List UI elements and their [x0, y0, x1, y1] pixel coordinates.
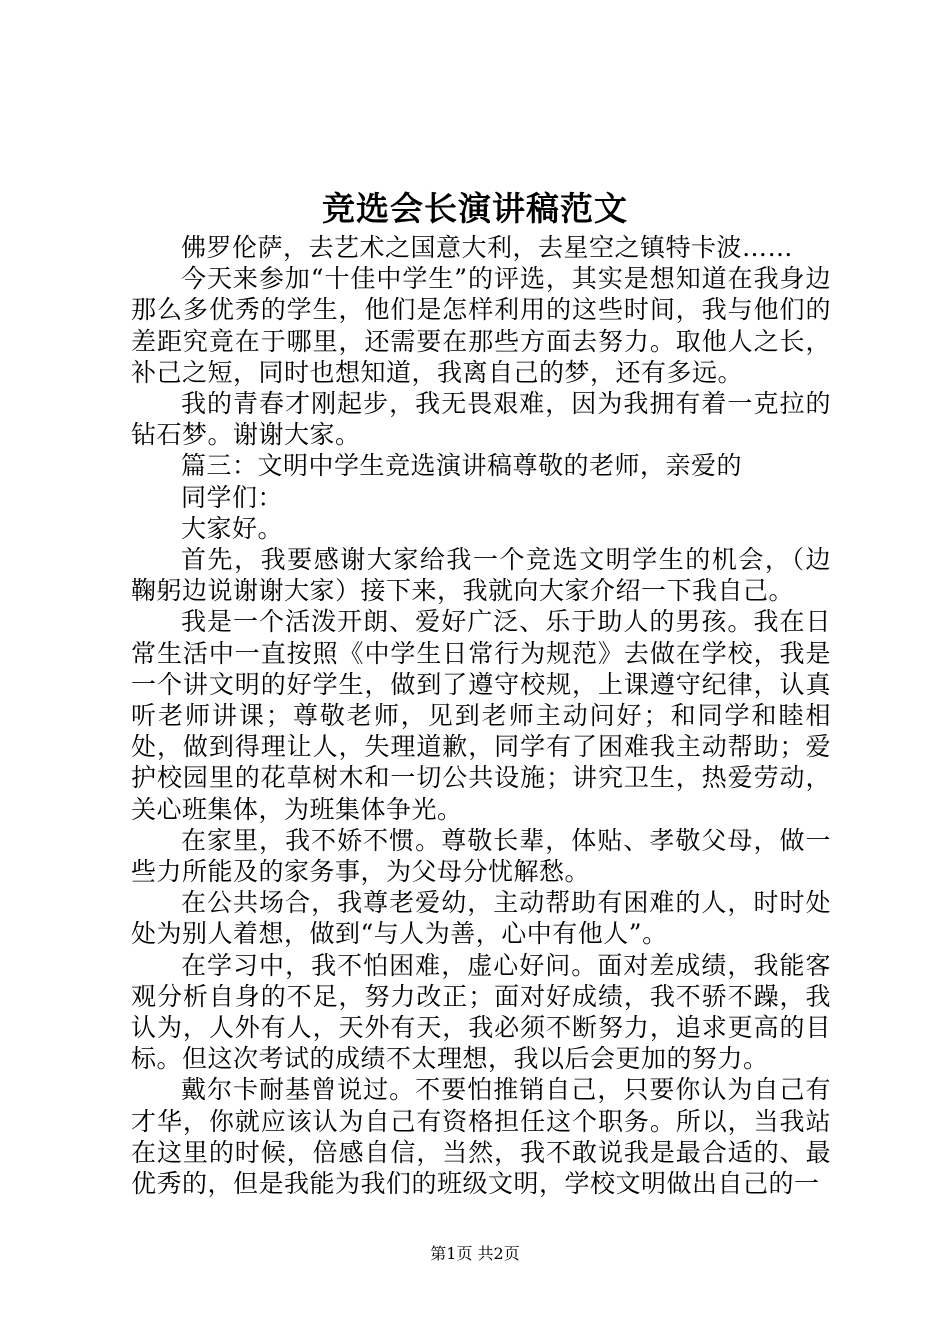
document-body — [131, 232, 831, 1199]
page-number-footer: 第1页 共2页 — [430, 1244, 520, 1263]
paragraph: 篇三：文明中学生竞选演讲稿尊敬的老师，亲爱的 — [181, 451, 743, 481]
paragraph: 在学习中，我不怕困难，虚心好问。面对差成绩，我能客观分析自身的不足，努力改正；面对好成绩，我不骄不躁，我认为，人外有人，天外有天，我必须不断努力，追求更高的目标。但这次考试的成绩不太理想，我以后会更加的努力。 — [131, 950, 831, 1074]
paragraph: 在公共场合，我尊老爱幼，主动帮助有困难的人，时时处处为别人着想，做到“与人为善，心中有他人”。 — [131, 888, 831, 949]
paragraph: 同学们： — [181, 482, 284, 512]
paragraph: 佛罗伦萨，去艺术之国意大利，去星空之镇特卡波…… — [181, 233, 794, 262]
paragraph: 我的青春才刚起步，我无畏艰难，因为我拥有着一克拉的钻石梦。谢谢大家。 — [131, 389, 831, 450]
paragraph: 戴尔卡耐基曾说过。不要怕推销自己，只要你认为自己有才华，你就应该认为自己有资格担任这个职务。所以，当我站在这里的时候，倍感自信，当然，我不敢说我是最合适的、最优秀的，但是我能为我们的班级文明，学校文明做出自己的一 — [131, 1075, 831, 1199]
paragraph: 我是一个活泼开朗、爱好广泛、乐于助人的男孩。我在日常生活中一直按照《中学生日常行为规范》去做在学校，我是一个讲文明的好学生，做到了遵守校规，上课遵守纪律，认真听老师讲课；尊敬老师，见到老师主动问好；和同学和睦相处，做到得理让人，失理道歉，同学有了困难我主动帮助；爱护校园里的花草树木和一切公共设施；讲究卫生，热爱劳动，关心班集体，为班集体争光。 — [131, 607, 831, 824]
paragraph: 在家里，我不娇不惯。尊敬长辈，体贴、孝敬父母，做一些力所能及的家务事，为父母分忧解愁。 — [131, 825, 831, 887]
paragraph: 首先，我要感谢大家给我一个竞选文明学生的机会，（边鞠躬边说谢谢大家）接下来，我就向大家介绍一下我自己。 — [131, 545, 831, 606]
paragraph: 今天来参加“十佳中学生”的评选，其实是想知道在我身边那么多优秀的学生，他们是怎样利用的这些时间，我与他们的差距究竟在于哪里，还需要在那些方面去努力。取他人之长，补己之短，同时也想知道，我离自己的梦，还有多远。 — [131, 264, 831, 387]
document-title: 竞选会长演讲稿范文 — [322, 189, 628, 228]
paragraph: 大家好。 — [181, 513, 284, 543]
